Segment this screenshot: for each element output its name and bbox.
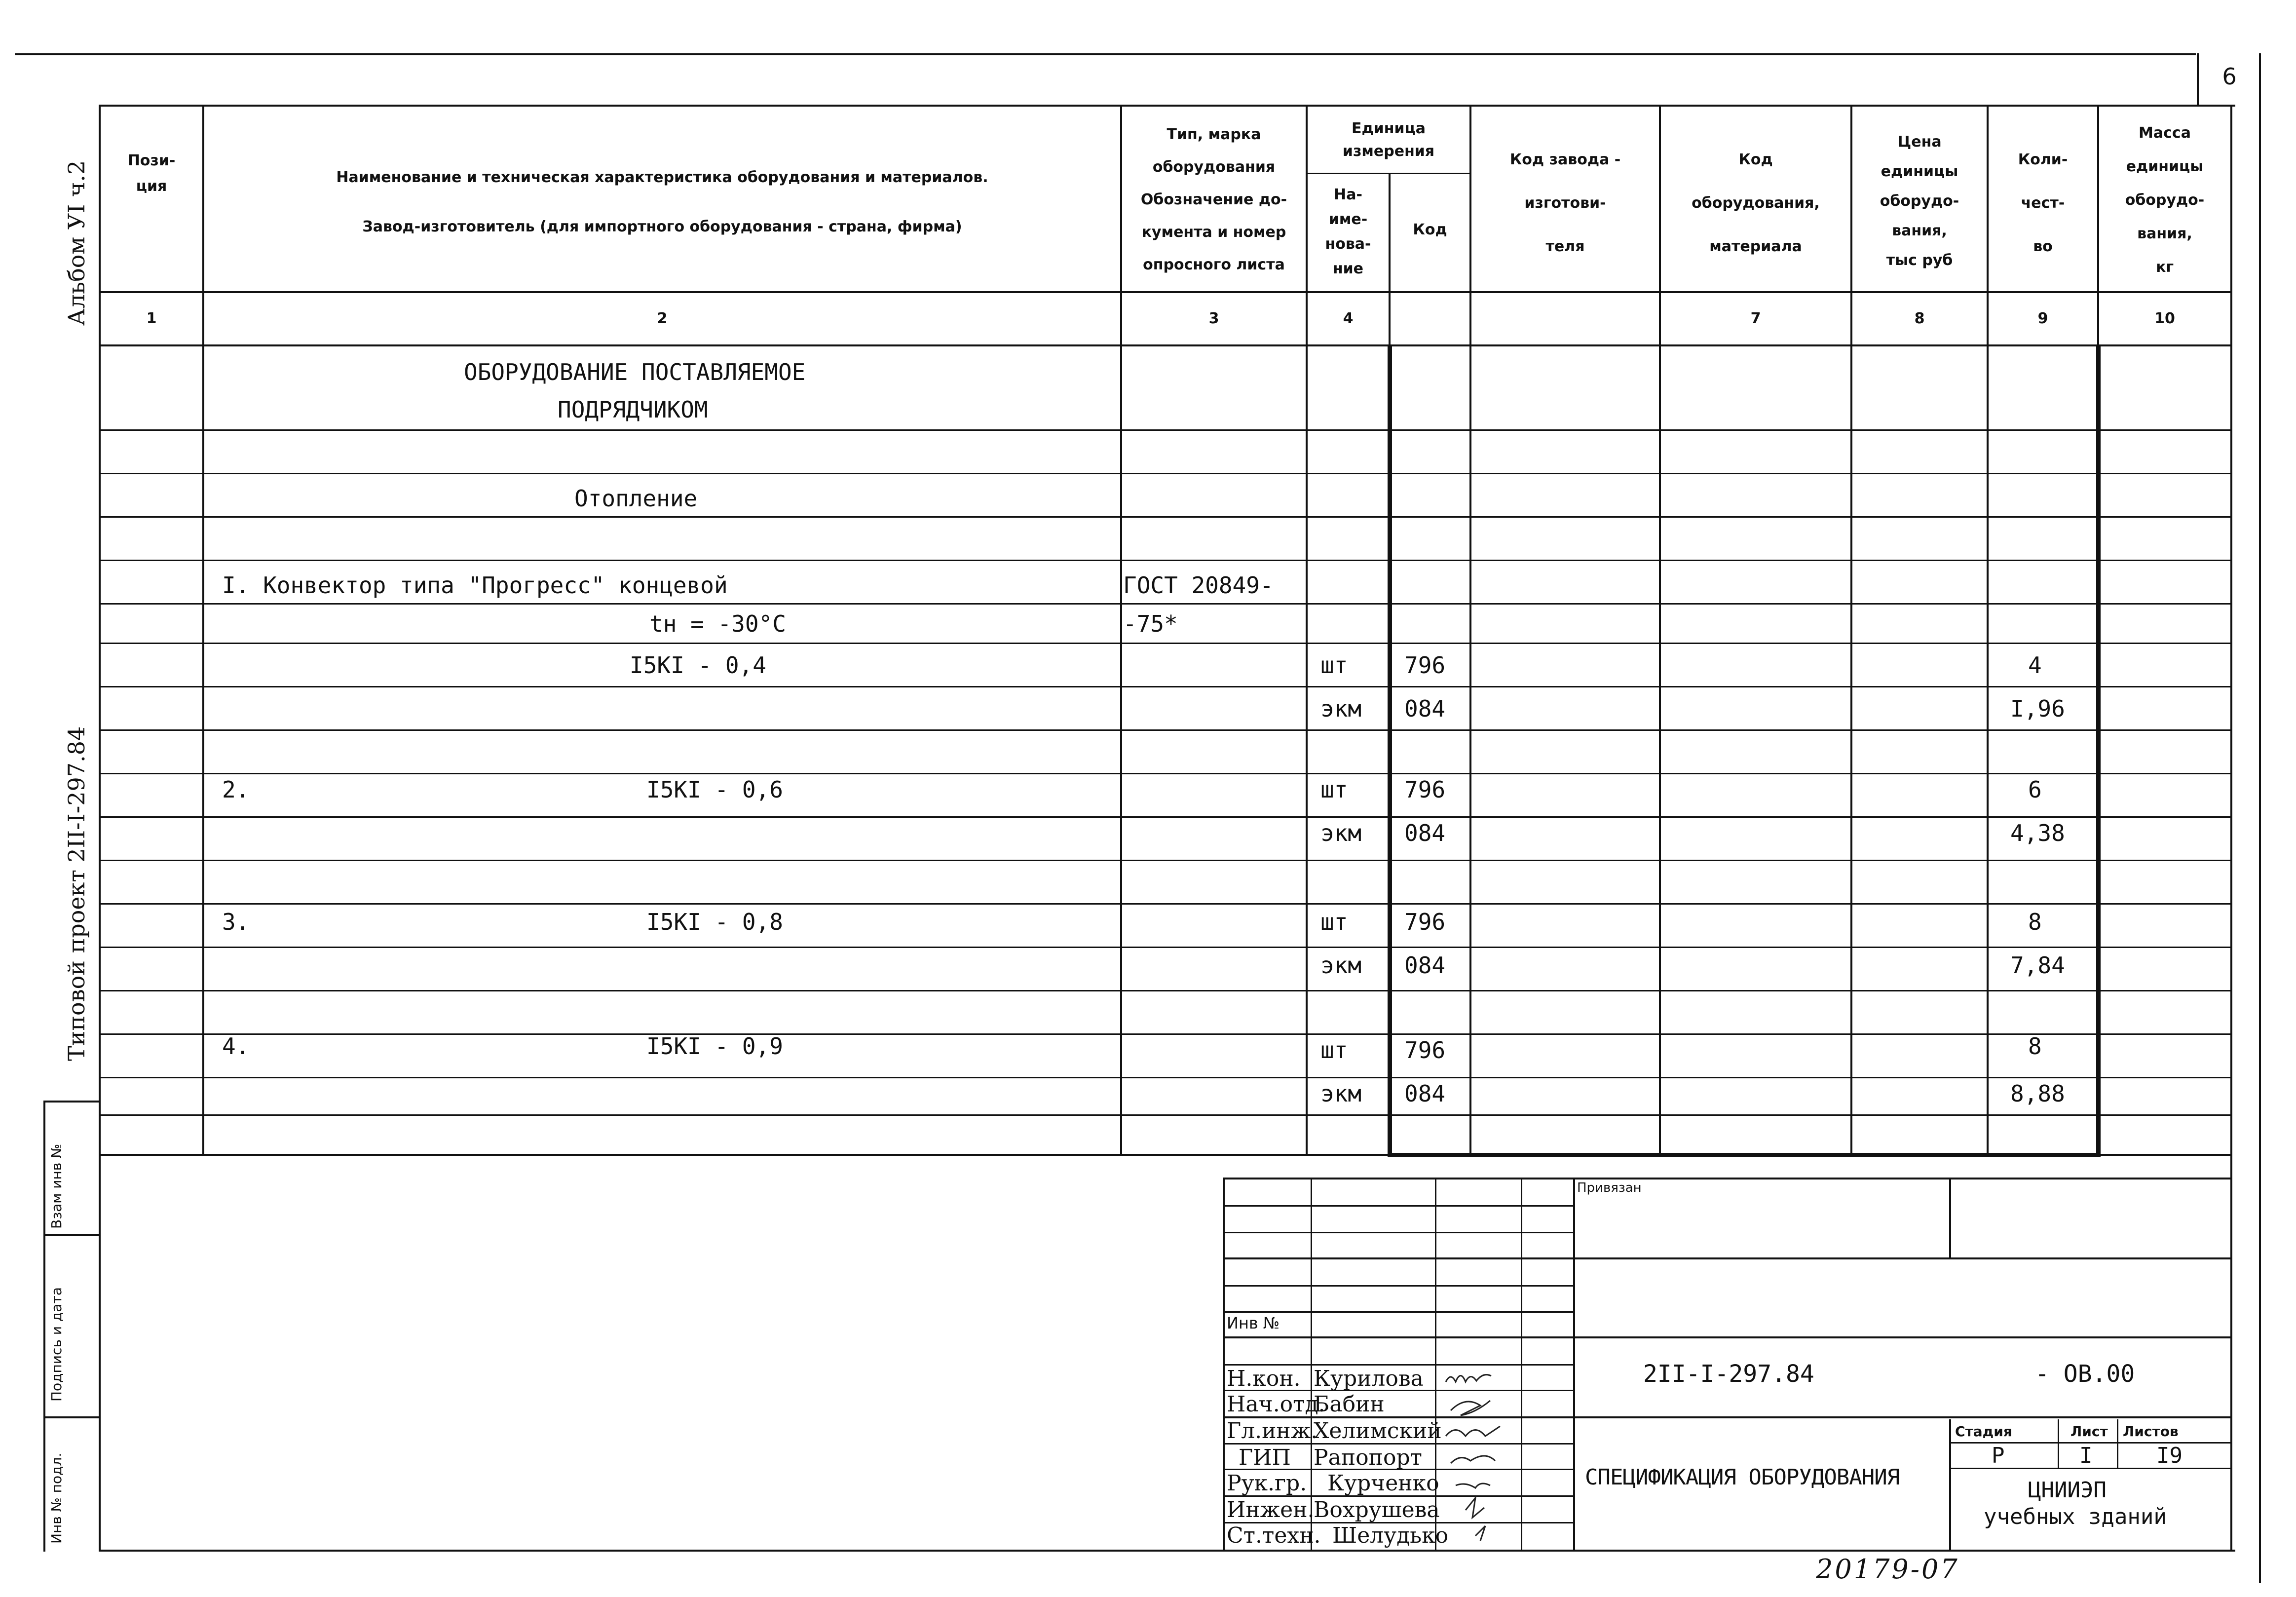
signer-name: Курилова xyxy=(1314,1366,1424,1391)
row-code: 084 xyxy=(1404,695,1446,722)
stage-value: Р xyxy=(1992,1443,2005,1468)
colnum-4: 4 xyxy=(1343,310,1354,327)
tb-h xyxy=(1223,1285,1573,1287)
signer-role: Гл.инж. xyxy=(1227,1418,1318,1444)
tb-sheet-v xyxy=(2058,1419,2059,1469)
signer-role: Нач.отд. xyxy=(1227,1392,1325,1417)
tb-h xyxy=(1223,1257,2232,1259)
doc-title: СПЕЦИФИКАЦИЯ ОБОРУДОВАНИЯ xyxy=(1585,1465,1900,1490)
tb-priv-v xyxy=(1949,1178,1951,1259)
hdr-type: Тип, марка оборудования Обозначение до- кумента и номер опросного листа xyxy=(1140,126,1287,273)
doc-code: 2II-I-297.84 xyxy=(1643,1360,1814,1388)
stamp-left xyxy=(43,1101,45,1552)
colnum-10: 10 xyxy=(2154,310,2175,327)
row-line xyxy=(99,429,2230,431)
hdr-name: Наименование и техническая характеристика оборудования и материалов. Завод-изготовитель (для импортного оборудования - страна, фирма) xyxy=(336,169,988,235)
hdr-unit-name: На- име- нова- ние xyxy=(1325,186,1371,277)
tb-h xyxy=(1223,1336,2232,1338)
item1-temperature: tн = -30°C xyxy=(649,610,786,637)
stamp-right xyxy=(99,1155,101,1552)
row-unit: экм xyxy=(1320,820,1362,846)
signer-name: Вохрушева xyxy=(1314,1497,1440,1522)
row-code: 796 xyxy=(1404,776,1446,803)
row-qty: 8 xyxy=(2028,909,2042,935)
row-line xyxy=(99,1077,2230,1078)
signer-name: Курченко xyxy=(1327,1471,1439,1496)
row-qty: 6 xyxy=(2028,776,2042,803)
frame-top xyxy=(99,105,2235,107)
signer-name: Рапопорт xyxy=(1314,1445,1422,1470)
item1-doc: ГОСТ 20849- xyxy=(1123,572,1274,599)
tb-stage-v xyxy=(1949,1419,1951,1552)
hdr-factory-code: Код завода - изготови- теля xyxy=(1509,151,1621,255)
row-line xyxy=(99,1033,2230,1035)
row-line xyxy=(99,560,2230,561)
row-line xyxy=(99,947,2230,948)
album-label: Альбом УI ч.2 xyxy=(63,160,90,326)
frame-bottom xyxy=(99,1550,2235,1552)
stamp-inv-no: Инв № подл. xyxy=(48,1452,65,1544)
row-pos: 4. xyxy=(222,1033,250,1060)
signer-role: Ст.техн. xyxy=(1227,1523,1321,1548)
stamp-sep2 xyxy=(43,1416,101,1418)
stamp-sign-date: Подпись и дата xyxy=(48,1287,65,1402)
row-model: I5KI - 0,8 xyxy=(646,909,783,935)
row-unit: шт xyxy=(1320,652,1348,679)
row-code: 796 xyxy=(1404,1037,1446,1064)
privyazan-label: Привязан xyxy=(1577,1180,1642,1195)
inv-no-label: Инв № xyxy=(1227,1314,1280,1332)
row-model: I5KI - 0,6 xyxy=(646,776,783,803)
colnum-9: 9 xyxy=(2037,310,2048,327)
row-qty: I,96 xyxy=(2010,695,2065,722)
section-title-2: ПОДРЯДЧИКОМ xyxy=(558,396,708,423)
row-line xyxy=(99,1114,2230,1116)
row-line xyxy=(99,816,2230,818)
colnum-7: 7 xyxy=(1750,310,1761,327)
sheet-label: Лист xyxy=(2070,1423,2108,1440)
signer-role: Рук.гр. xyxy=(1227,1471,1307,1496)
top-rule xyxy=(15,53,2196,55)
colnum-1: 1 xyxy=(146,310,157,327)
row-qty: 4,38 xyxy=(2010,820,2065,846)
signer-name: Хелимский xyxy=(1314,1418,1442,1444)
hdr-unit-code: Код xyxy=(1413,221,1447,238)
row-code: 796 xyxy=(1404,909,1446,935)
signer-role: ГИП xyxy=(1239,1445,1291,1470)
row-line xyxy=(99,729,2230,731)
archive-number: 20179-07 xyxy=(1816,1554,1959,1585)
row-pos: 2. xyxy=(222,776,250,803)
row-model: I5KI - 0,4 xyxy=(630,652,766,679)
hdr-unit-group: Единица измерения xyxy=(1342,120,1435,160)
row-qty: 7,84 xyxy=(2010,952,2065,979)
row-code: 084 xyxy=(1404,1080,1446,1107)
item1-name: I. Конвектор типа "Прогресс" концевой xyxy=(222,572,728,599)
row-line xyxy=(99,473,2230,474)
row-line xyxy=(99,903,2230,905)
tb-h xyxy=(1223,1311,1573,1313)
sheet-value: I xyxy=(2079,1443,2093,1468)
sheet-number: 6 xyxy=(2222,63,2237,90)
row-model: I5KI - 0,9 xyxy=(646,1033,783,1060)
signer-name: Бабин xyxy=(1314,1392,1385,1417)
hline-colnums xyxy=(99,344,2230,346)
row-line xyxy=(99,686,2230,687)
hline-unit xyxy=(1306,173,1469,174)
row-unit: экм xyxy=(1320,695,1362,722)
hdr-price: Цена единицы оборудо- вания, тыс руб xyxy=(1880,133,1959,269)
row-qty: 8 xyxy=(2028,1033,2042,1060)
sheets-label: Листов xyxy=(2123,1423,2179,1440)
row-unit: шт xyxy=(1320,909,1348,935)
box-left xyxy=(1388,344,1392,1157)
row-line xyxy=(99,860,2230,861)
vline-1 xyxy=(202,105,204,1156)
hdr-mass: Масса единицы оборудо- вания, кг xyxy=(2125,124,2205,276)
project-label: Типовой проект 2II-I-297.84 xyxy=(63,726,90,1061)
row-code: 084 xyxy=(1404,820,1446,846)
subsection-heating: Отопление xyxy=(574,485,698,512)
row-unit: экм xyxy=(1320,952,1362,979)
row-unit: шт xyxy=(1320,776,1348,803)
item1-doc-cont: -75* xyxy=(1123,610,1178,637)
colnum-2: 2 xyxy=(657,310,668,327)
org-name-1: ЦНИИЭП xyxy=(2028,1478,2107,1503)
hdr-pos: Пози- ция xyxy=(127,152,176,195)
hline-header xyxy=(99,291,2230,293)
section-title: ОБОРУДОВАНИЕ ПОСТАВЛЯЕМОЕ xyxy=(464,359,806,385)
stamp-replace-inv: Взам инв № xyxy=(48,1143,65,1229)
tb-h xyxy=(1223,1232,1573,1233)
row-code: 796 xyxy=(1404,652,1446,679)
box-right xyxy=(2096,344,2101,1157)
row-pos: 3. xyxy=(222,909,250,935)
signer-name: Шелудько xyxy=(1332,1523,1449,1548)
row-line xyxy=(99,516,2230,518)
row-code: 084 xyxy=(1404,952,1446,979)
row-unit: шт xyxy=(1320,1037,1348,1064)
stamp-sep1 xyxy=(43,1234,101,1236)
outer-right xyxy=(2259,53,2261,1583)
table-bottom xyxy=(99,1154,2230,1156)
hdr-qty: Коли- чест- во xyxy=(2018,151,2068,255)
stage-label: Стадия xyxy=(1955,1423,2012,1440)
signer-role: Н.кон. xyxy=(1227,1366,1301,1391)
row-line xyxy=(99,990,2230,991)
colnum-8: 8 xyxy=(1914,310,1925,327)
tb-sheets-v xyxy=(2117,1419,2118,1469)
frame-right xyxy=(2230,105,2232,1552)
stamp-top xyxy=(43,1101,101,1103)
tb-v4 xyxy=(1573,1178,1575,1552)
row-line xyxy=(99,773,2230,774)
signatures-graphic xyxy=(1436,1362,1521,1552)
tb-h xyxy=(1223,1205,1573,1207)
row-line xyxy=(99,643,2230,644)
sheets-value: I9 xyxy=(2156,1443,2183,1468)
colnum-3: 3 xyxy=(1208,310,1219,327)
hdr-equip-code: Код оборудования, материала xyxy=(1692,151,1820,255)
row-unit: экм xyxy=(1320,1080,1362,1107)
org-name-2: учебных зданий xyxy=(1984,1504,2167,1529)
doc-code-suffix: - ОВ.00 xyxy=(2035,1360,2135,1388)
signer-role: Инжен. xyxy=(1227,1497,1315,1522)
row-qty: 4 xyxy=(2028,652,2042,679)
row-qty: 8,88 xyxy=(2010,1080,2065,1107)
row-line xyxy=(99,603,2230,605)
frame-left xyxy=(99,105,101,1157)
tb-top xyxy=(1223,1178,2232,1179)
